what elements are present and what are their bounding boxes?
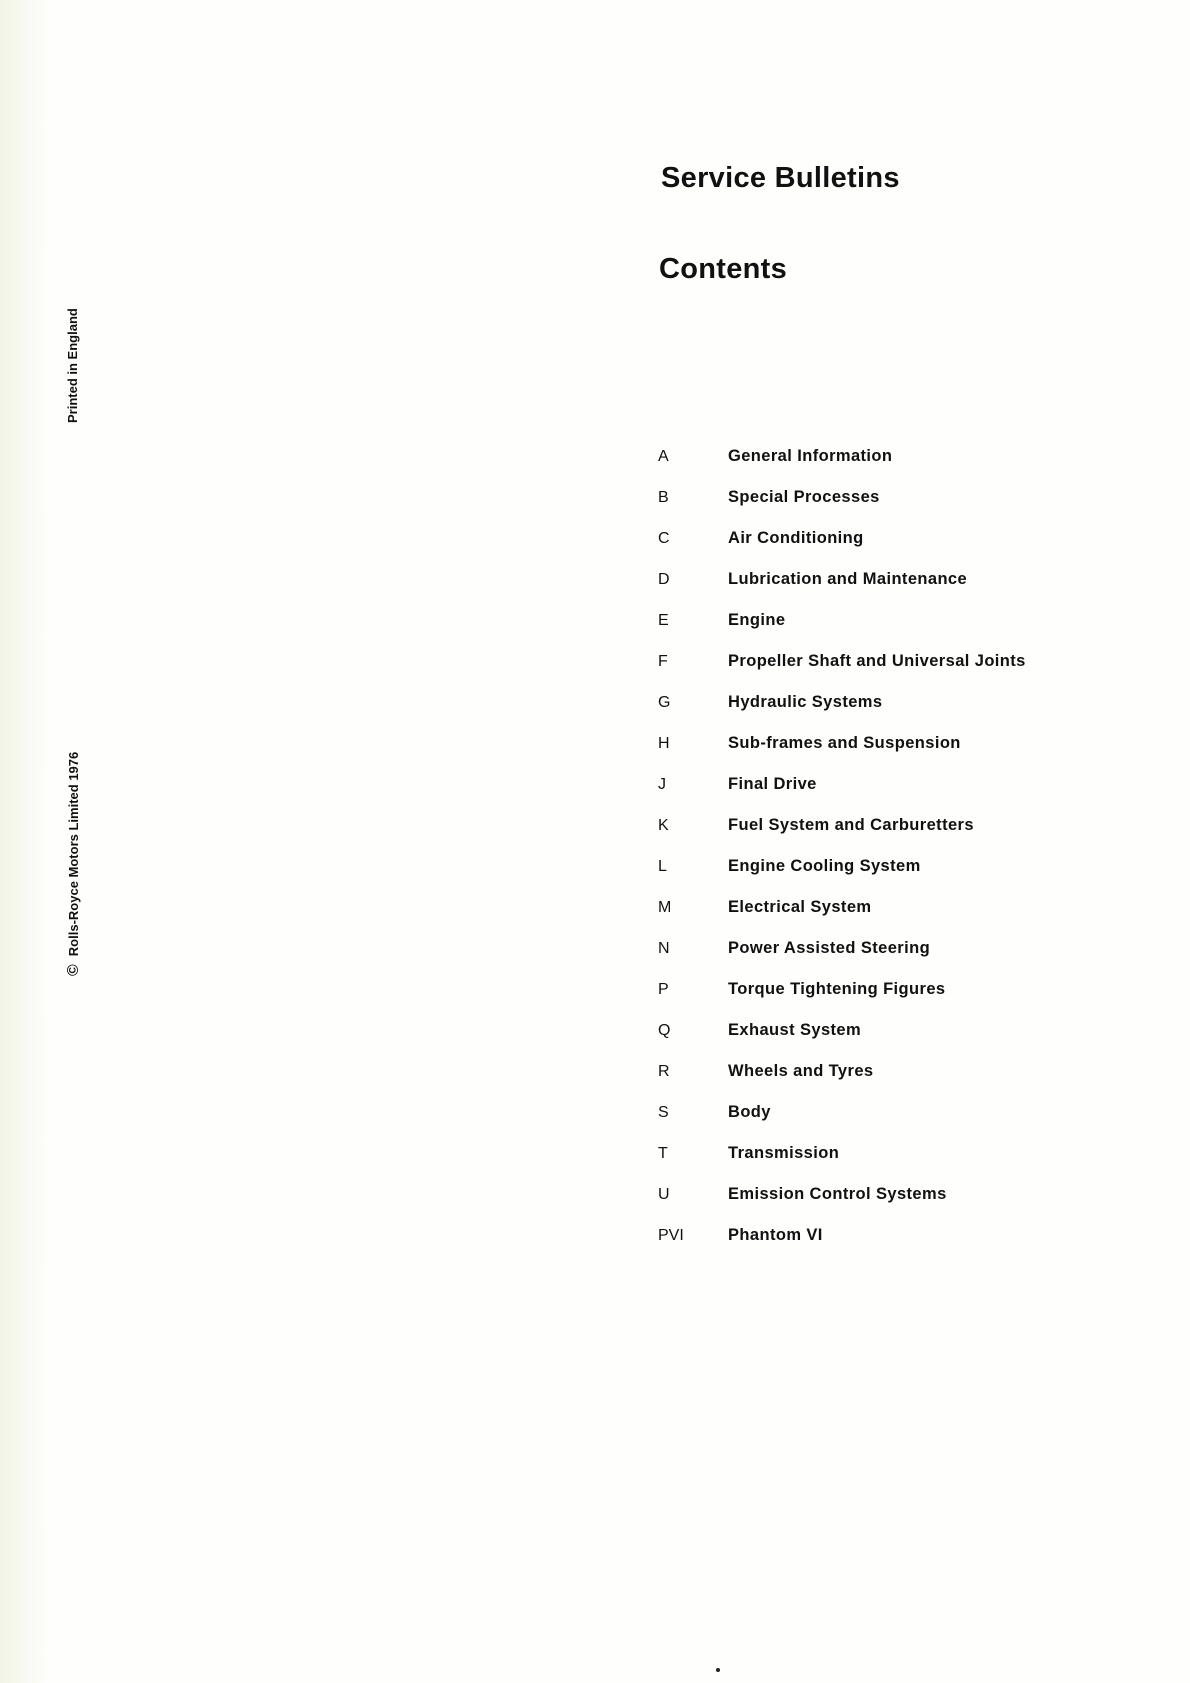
section-title: Hydraulic Systems — [728, 693, 883, 711]
section-letter: D — [658, 570, 670, 588]
section-title: Phantom VI — [728, 1226, 823, 1244]
contents-item-m — [658, 887, 1138, 928]
section-letter: J — [658, 775, 666, 793]
section-letter: Q — [658, 1021, 671, 1039]
page-mark — [716, 1668, 720, 1672]
section-title: Propeller Shaft and Universal Joints — [728, 652, 1026, 670]
contents-item-a — [658, 436, 1138, 477]
section-title: Body — [728, 1103, 771, 1121]
section-title: Sub-frames and Suspension — [728, 734, 961, 752]
contents-item-g — [658, 682, 1138, 723]
printed-in-england: Printed in England — [65, 308, 80, 423]
section-title: Air Conditioning — [728, 529, 864, 547]
section-letter: A — [658, 447, 669, 465]
section-title: Special Processes — [728, 488, 880, 506]
section-title: General Information — [728, 447, 893, 465]
contents-item-c — [658, 518, 1138, 559]
section-title: Power Assisted Steering — [728, 939, 931, 957]
contents-item-b — [658, 477, 1138, 518]
contents-item-h — [658, 723, 1138, 764]
section-title: Transmission — [728, 1144, 840, 1162]
section-letter: T — [658, 1144, 668, 1162]
contents-item-r — [658, 1051, 1138, 1092]
copyright-notice — [65, 752, 83, 976]
section-letter: B — [658, 488, 669, 506]
contents-heading: Contents — [659, 253, 788, 285]
copyright-icon: © — [65, 964, 82, 976]
section-title: Electrical System — [728, 898, 872, 916]
contents-item-p — [658, 969, 1138, 1010]
section-title: Exhaust System — [728, 1021, 862, 1039]
section-title: Torque Tightening Figures — [728, 980, 946, 998]
contents-list — [658, 436, 1138, 1256]
contents-item-pvi — [658, 1215, 1138, 1256]
copyright-text: Rolls-Royce Motors Limited 1976 — [66, 751, 81, 957]
section-letter: P — [658, 980, 669, 998]
contents-item-q — [658, 1010, 1138, 1051]
section-letter: C — [658, 529, 670, 547]
section-title: Emission Control Systems — [728, 1185, 947, 1203]
section-letter: E — [658, 611, 669, 629]
section-letter: K — [658, 816, 669, 834]
section-letter: R — [658, 1062, 670, 1080]
contents-item-e — [658, 600, 1138, 641]
section-letter: F — [658, 652, 668, 670]
section-letter: PVI — [658, 1226, 684, 1244]
contents-item-j — [658, 764, 1138, 805]
section-title: Lubrication and Maintenance — [728, 570, 968, 588]
contents-item-n — [658, 928, 1138, 969]
section-title: Engine Cooling System — [728, 857, 921, 875]
contents-item-l — [658, 846, 1138, 887]
section-letter: N — [658, 939, 670, 957]
section-title: Wheels and Tyres — [728, 1062, 874, 1080]
binding-edge — [0, 0, 50, 1683]
page-title: Service Bulletins — [661, 162, 900, 194]
contents-item-u — [658, 1174, 1138, 1215]
contents-item-d — [658, 559, 1138, 600]
contents-item-s — [658, 1092, 1138, 1133]
contents-item-t — [658, 1133, 1138, 1174]
contents-item-k — [658, 805, 1138, 846]
section-title: Final Drive — [728, 775, 817, 793]
contents-item-f — [658, 641, 1138, 682]
section-letter: M — [658, 898, 672, 916]
section-letter: S — [658, 1103, 669, 1121]
section-letter: G — [658, 693, 671, 711]
section-title: Fuel System and Carburetters — [728, 816, 974, 834]
section-title: Engine — [728, 611, 786, 629]
section-letter: L — [658, 857, 667, 875]
section-letter: H — [658, 734, 670, 752]
section-letter: U — [658, 1185, 670, 1203]
